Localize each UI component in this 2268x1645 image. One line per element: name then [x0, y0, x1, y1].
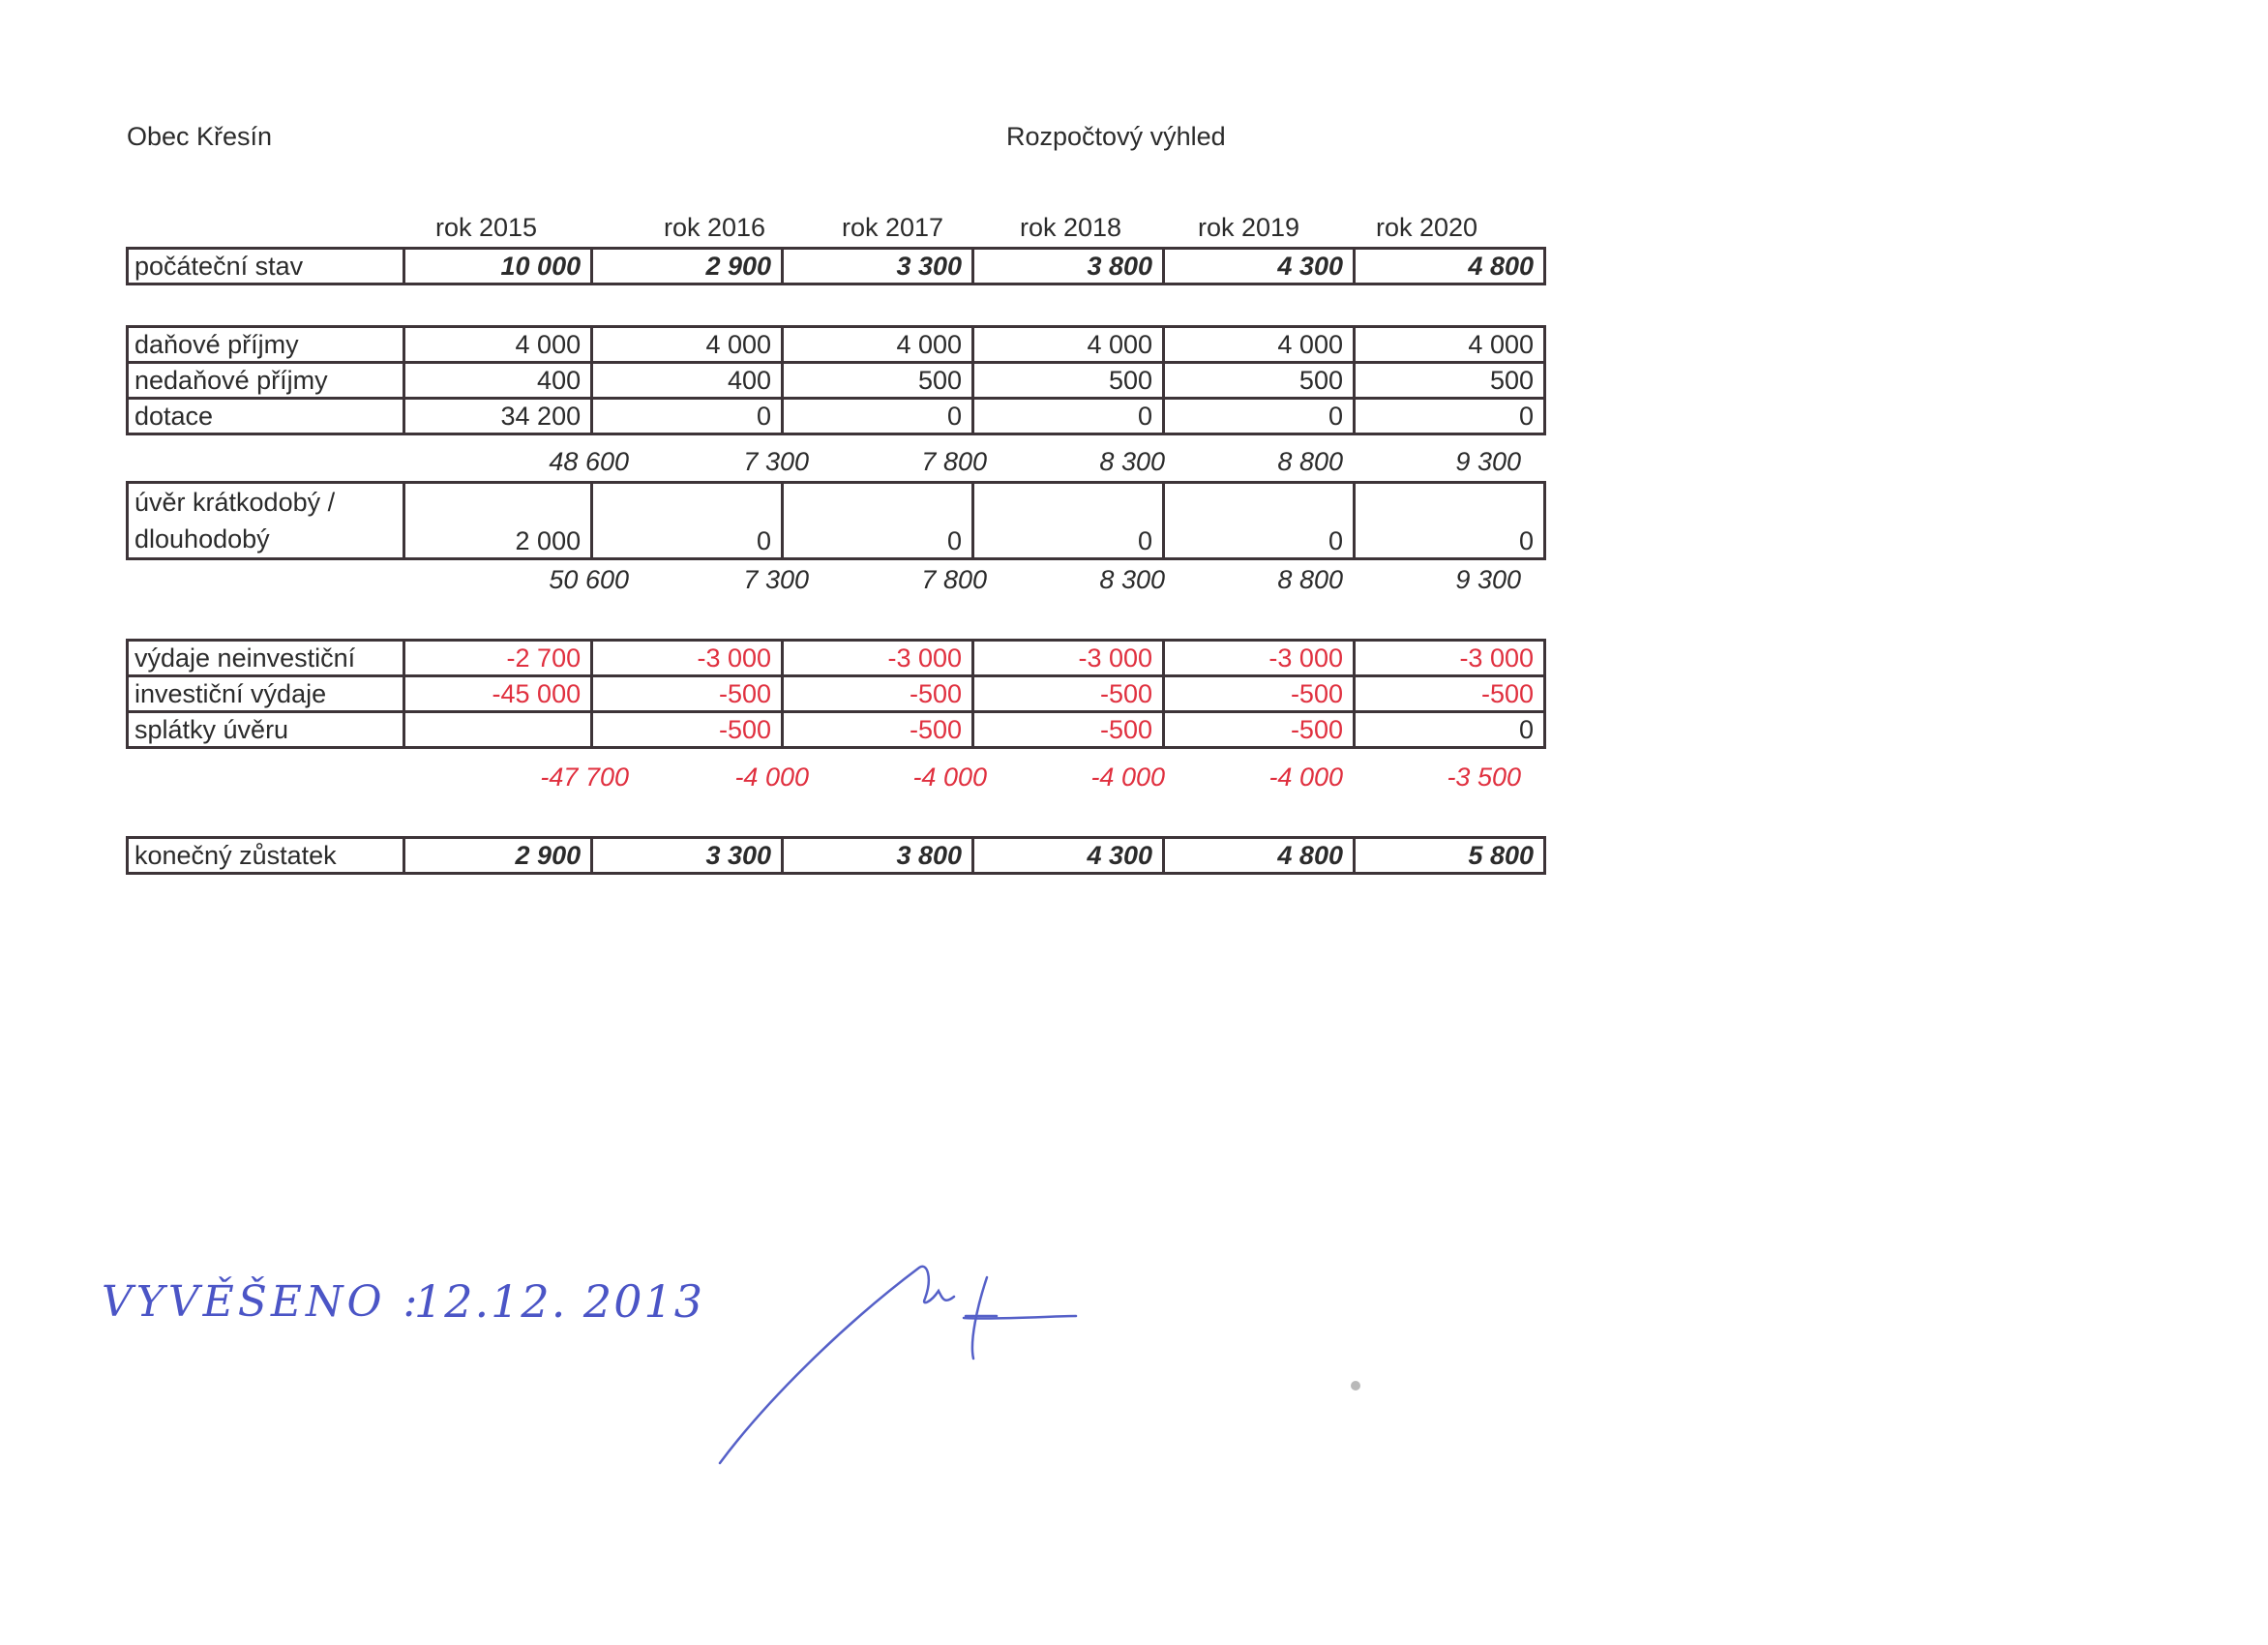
- cell-value: 500: [973, 363, 1164, 399]
- opening-value: 2 900: [592, 249, 783, 284]
- closing-balance-table: [126, 836, 1546, 875]
- opening-value: 4 300: [1164, 249, 1355, 284]
- loan-subtotal: 50 600: [549, 565, 629, 594]
- income-subtotal: 7 300: [743, 447, 809, 476]
- closing-value: 4 800: [1164, 838, 1355, 874]
- row-label: investiční výdaje: [128, 676, 404, 712]
- cell-value: -500: [973, 676, 1164, 712]
- cell-value: -3 000: [973, 641, 1164, 676]
- year-header-2018: rok 2018: [1020, 213, 1122, 242]
- loan-subtotal: 9 300: [1455, 565, 1521, 594]
- year-header-2020: rok 2020: [1376, 213, 1478, 242]
- cell-value: 4 000: [783, 327, 973, 363]
- cell-value: -500: [592, 712, 783, 748]
- row-label: nedaňové příjmy: [128, 363, 404, 399]
- expenses-subtotal: -4 000: [734, 763, 809, 792]
- cell-value: -500: [1164, 676, 1355, 712]
- cell-value: 0: [973, 399, 1164, 434]
- signature-icon: [706, 1248, 1093, 1480]
- expenses-subtotal: -4 000: [1090, 763, 1165, 792]
- expenses-subtotal: -3 500: [1447, 763, 1521, 792]
- document-title: Rozpočtový výhled: [1006, 122, 1226, 151]
- posted-date: 12.12. 2013: [414, 1275, 704, 1328]
- cell-value: 4 000: [973, 327, 1164, 363]
- loan-subtotal: 8 800: [1277, 565, 1343, 594]
- table-row: [128, 249, 1545, 284]
- expenses-subtotal: -4 000: [1268, 763, 1343, 792]
- cell-value: 0: [783, 399, 973, 434]
- income-subtotal: 7 800: [921, 447, 987, 476]
- cell-value: 4 000: [592, 327, 783, 363]
- row-label: dotace: [128, 399, 404, 434]
- row-label: daňové příjmy: [128, 327, 404, 363]
- cell-value: -500: [783, 712, 973, 748]
- cell-value: 500: [1354, 363, 1544, 399]
- table-row: [128, 641, 1545, 676]
- cell-value: -500: [973, 712, 1164, 748]
- loan-subtotal: 7 300: [743, 565, 809, 594]
- cell-value: -500: [783, 676, 973, 712]
- table-row: [128, 363, 1545, 399]
- expenses-subtotal: -4 000: [912, 763, 987, 792]
- cell-value: 500: [1164, 363, 1355, 399]
- cell-value: 4 000: [1354, 327, 1544, 363]
- income-table: [126, 325, 1546, 435]
- cell-value: 0: [973, 483, 1164, 559]
- expenses-subtotal: -47 700: [540, 763, 629, 792]
- year-header-2016: rok 2016: [664, 213, 766, 242]
- cell-value: 2 000: [403, 483, 592, 559]
- table-row: [128, 676, 1545, 712]
- loan-table: [126, 481, 1546, 560]
- opening-value: 4 800: [1354, 249, 1544, 284]
- income-subtotal: 48 600: [549, 447, 629, 476]
- income-subtotal: 9 300: [1455, 447, 1521, 476]
- row-label: počáteční stav: [128, 249, 404, 284]
- cell-value: 4 000: [403, 327, 592, 363]
- row-label: [128, 483, 404, 559]
- closing-value: 3 800: [783, 838, 973, 874]
- table-row: [128, 838, 1545, 874]
- cell-value: 0: [1354, 483, 1544, 559]
- loan-label-line1: úvěr krátkodobý /: [134, 488, 336, 517]
- table-row: [128, 483, 1545, 559]
- cell-value: 400: [403, 363, 592, 399]
- year-header-2015: rok 2015: [435, 213, 538, 242]
- cell-value: -3 000: [783, 641, 973, 676]
- income-subtotal: 8 800: [1277, 447, 1343, 476]
- row-label: splátky úvěru: [128, 712, 404, 748]
- cell-value: 0: [1164, 399, 1355, 434]
- opening-value: 10 000: [403, 249, 592, 284]
- cell-value: 34 200: [403, 399, 592, 434]
- table-row: [128, 712, 1545, 748]
- cell-value: -45 000: [403, 676, 592, 712]
- income-subtotal: 8 300: [1099, 447, 1165, 476]
- opening-balance-table: [126, 247, 1546, 285]
- opening-value: 3 800: [973, 249, 1164, 284]
- cell-value: 400: [592, 363, 783, 399]
- opening-value: 3 300: [783, 249, 973, 284]
- closing-value: 4 300: [973, 838, 1164, 874]
- cell-value: -500: [1164, 712, 1355, 748]
- stray-dot: [1351, 1381, 1360, 1391]
- cell-value: 4 000: [1164, 327, 1355, 363]
- row-label: výdaje neinvestiční: [128, 641, 404, 676]
- expenses-table: [126, 639, 1546, 749]
- cell-value: -3 000: [592, 641, 783, 676]
- cell-value: 0: [592, 483, 783, 559]
- cell-value: 0: [592, 399, 783, 434]
- closing-value: 2 900: [403, 838, 592, 874]
- cell-value: -500: [592, 676, 783, 712]
- posted-label: VYVĚŠENO :: [102, 1277, 422, 1327]
- cell-value: -500: [1354, 676, 1544, 712]
- loan-subtotal: 8 300: [1099, 565, 1165, 594]
- cell-value: -3 000: [1164, 641, 1355, 676]
- cell-value: -2 700: [403, 641, 592, 676]
- cell-value: [403, 712, 592, 748]
- table-row: [128, 399, 1545, 434]
- year-header-2017: rok 2017: [842, 213, 944, 242]
- loan-label-line2: dlouhodobý: [134, 524, 270, 553]
- cell-value: 500: [783, 363, 973, 399]
- cell-value: 0: [1354, 399, 1544, 434]
- cell-value: 0: [1354, 712, 1544, 748]
- loan-subtotal: 7 800: [921, 565, 987, 594]
- cell-value: 0: [783, 483, 973, 559]
- municipality-name: Obec Křesín: [127, 122, 273, 151]
- cell-value: -3 000: [1354, 641, 1544, 676]
- cell-value: 0: [1164, 483, 1355, 559]
- year-header-2019: rok 2019: [1198, 213, 1300, 242]
- row-label: konečný zůstatek: [128, 838, 404, 874]
- table-row: [128, 327, 1545, 363]
- closing-value: 5 800: [1354, 838, 1544, 874]
- closing-value: 3 300: [592, 838, 783, 874]
